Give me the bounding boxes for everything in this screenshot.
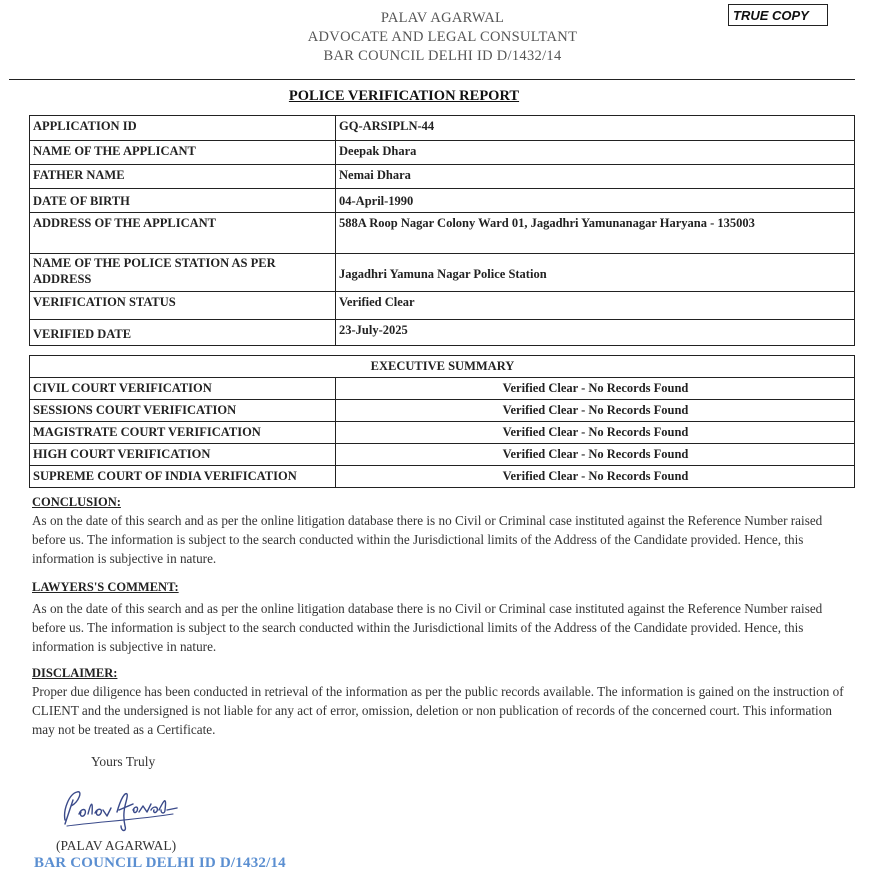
detail-value: Verified Clear: [336, 292, 855, 320]
detail-value: 04-April-1990: [336, 189, 855, 213]
disclaimer-heading: DISCLAIMER:: [32, 666, 118, 680]
header-divider: [9, 79, 855, 80]
report-title: POLICE VERIFICATION REPORT: [288, 88, 520, 104]
table-row: [30, 400, 855, 422]
table-row: [30, 254, 855, 292]
detail-label: NAME OF THE POLICE STATION AS PER ADDRESS: [30, 254, 336, 292]
table-row: [30, 444, 855, 466]
disclaimer-text: Proper due diligence has been conducted in retrieval of the information as per the public records available. The information is gained on the instruction of CLIENT and the undersigned is not liable for any act of error, omission, deletion or non publication of records of the concerned court. This information may not be treated as a Certificate.: [32, 684, 844, 737]
advocate-designation: ADVOCATE AND LEGAL CONSULTANT: [307, 29, 578, 45]
advocate-bar-id: BAR COUNCIL DELHI ID D/1432/14: [323, 48, 562, 64]
summary-label: SUPREME COURT OF INDIA VERIFICATION: [30, 466, 336, 488]
executive-summary-table: [29, 355, 855, 488]
detail-value: Nemai Dhara: [336, 165, 855, 189]
closing-salutation: Yours Truly: [91, 754, 156, 769]
detail-value: 588A Roop Nagar Colony Ward 01, Jagadhri Yamunanagar Haryana - 135003: [336, 213, 855, 254]
table-row: [30, 165, 855, 189]
detail-value: Deepak Dhara: [336, 141, 855, 165]
detail-label: FATHER NAME: [30, 165, 336, 189]
summary-value: Verified Clear - No Records Found: [336, 422, 855, 444]
true-copy-stamp: TRUE COPY: [728, 4, 828, 26]
signatory-name: (PALAV AGARWAL): [56, 838, 177, 853]
detail-label: ADDRESS OF THE APPLICANT: [30, 213, 336, 254]
table-row: [30, 320, 855, 346]
detail-value: Jagadhri Yamuna Nagar Police Station: [336, 254, 855, 292]
handwritten-signature: [55, 780, 185, 840]
summary-label: HIGH COURT VERIFICATION: [30, 444, 336, 466]
summary-value: Verified Clear - No Records Found: [336, 400, 855, 422]
summary-label: MAGISTRATE COURT VERIFICATION: [30, 422, 336, 444]
table-row: [30, 116, 855, 141]
conclusion-heading: CONCLUSION:: [32, 495, 121, 509]
detail-label: VERIFICATION STATUS: [30, 292, 336, 320]
table-row: [30, 466, 855, 488]
table-row: [30, 141, 855, 165]
detail-label: DATE OF BIRTH: [30, 189, 336, 213]
summary-value: Verified Clear - No Records Found: [336, 466, 855, 488]
applicant-details-table: [29, 115, 855, 346]
detail-label: APPLICATION ID: [30, 116, 336, 141]
signatory-bar-id: BAR COUNCIL DELHI ID D/1432/14: [34, 855, 286, 871]
detail-label: NAME OF THE APPLICANT: [30, 141, 336, 165]
summary-label: CIVIL COURT VERIFICATION: [30, 378, 336, 400]
table-row: [30, 378, 855, 400]
summary-label: SESSIONS COURT VERIFICATION: [30, 400, 336, 422]
detail-label: VERIFIED DATE: [30, 320, 336, 346]
summary-value: Verified Clear - No Records Found: [336, 444, 855, 466]
table-row: [30, 292, 855, 320]
table-row: [30, 213, 855, 254]
detail-value: GQ-ARSIPLN-44: [336, 116, 855, 141]
summary-title: EXECUTIVE SUMMARY: [30, 356, 855, 378]
lawyers-comment-text: As on the date of this search and as per the online litigation database there is no Civil or Criminal case instituted against the Reference Number raised before us. The information is subject to the search conducted within the Jurisdictional limits of the Address of the Candidate provided. Hence, this information is subjective in nature.: [32, 601, 823, 654]
table-row: [30, 422, 855, 444]
lawyers-comment-heading: LAWYERS'S COMMENT:: [32, 580, 179, 594]
conclusion-text: As on the date of this search and as per the online litigation database there is no Civil or Criminal case instituted against the Reference Number raised before us. The information is subject to the search conducted within the Jurisdictional limits of the Address of the Candidate provided. Hence, this information is subjective in nature.: [32, 513, 823, 566]
summary-value: Verified Clear - No Records Found: [336, 378, 855, 400]
table-row: [30, 356, 855, 378]
table-row: [30, 189, 855, 213]
detail-value: 23-July-2025: [336, 320, 855, 346]
advocate-name: PALAV AGARWAL: [380, 10, 505, 26]
